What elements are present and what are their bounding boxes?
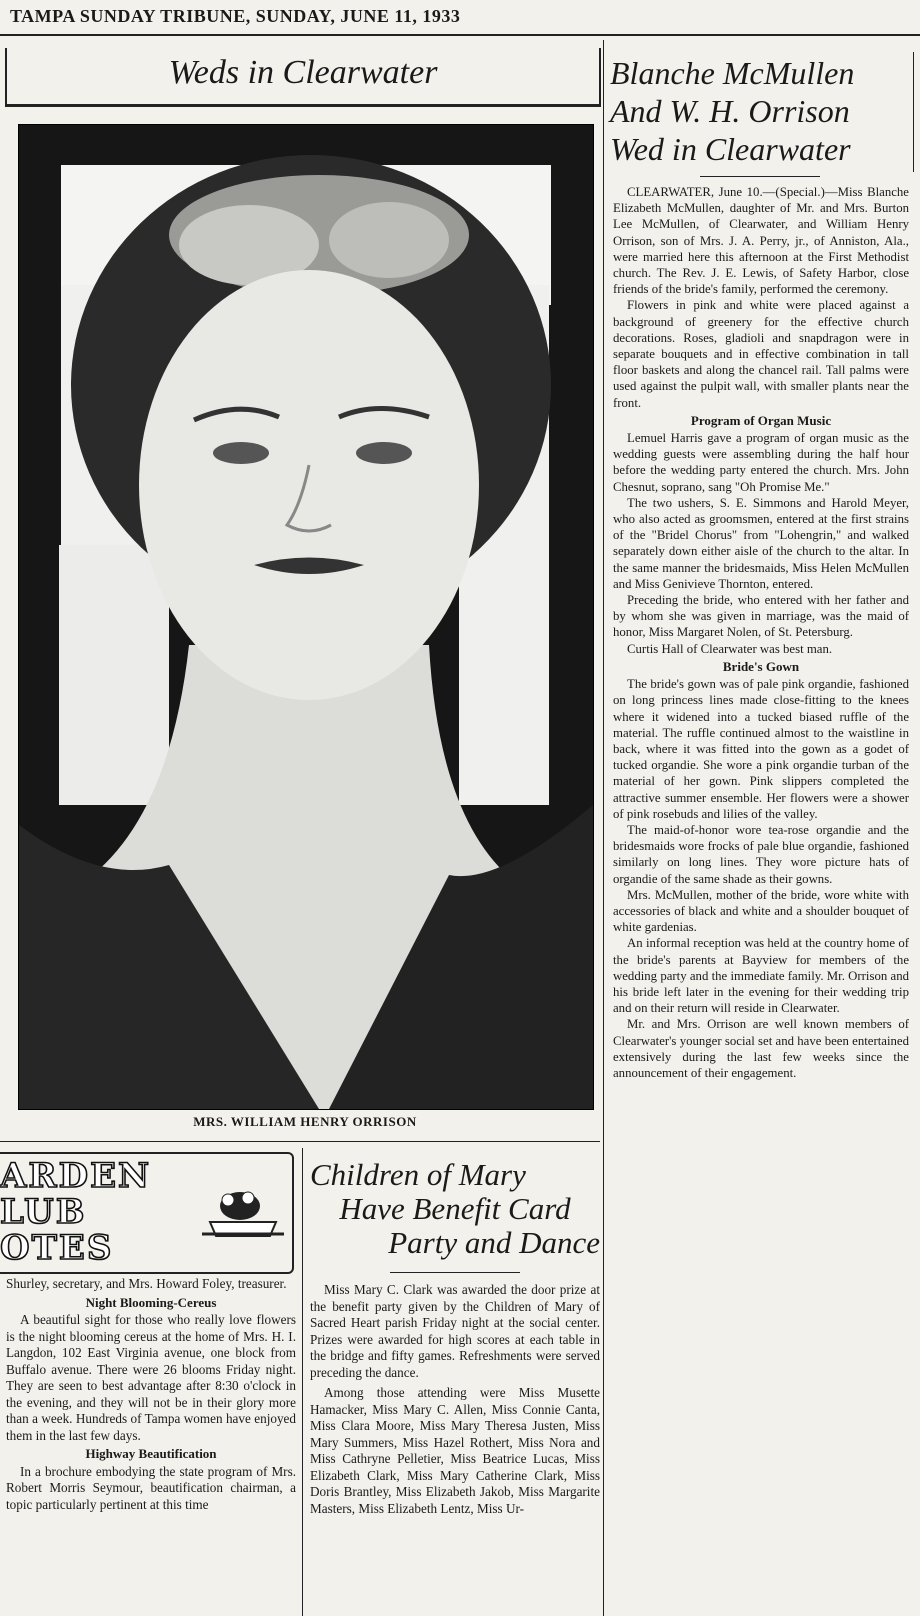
main-headline-box [5, 48, 601, 107]
right-paragraph-11: Mr. and Mrs. Orrison are well known members of Clearwater's younger social set and have been entertained extensively during the last few weeks since the announcement of their engagement. [613, 1017, 909, 1080]
flower-basket-icon [200, 1184, 286, 1244]
right-article-body [613, 184, 909, 1081]
masthead-text: TAMPA SUNDAY TRIBUNE, SUNDAY, JUNE 11, 1933 [10, 6, 461, 26]
children-paragraph-1: Miss Mary C. Clark was awarded the door prize at the benefit party given by the Children of Mary of Sacred Heart parish Friday night at the social center. Prizes were awarded for high scores at each table in the bridge and fifty games. Refreshments were served preceding the dance. [310, 1282, 600, 1380]
section-rule [0, 1141, 600, 1142]
right-headline-line-3: Wed in Clearwater [610, 131, 851, 167]
right-paragraph-7: The bride's gown was of pale pink organdie, fashioned on long princess lines made close-fitting to the knees where it widened into a tucked biased ruffle of the material. The ruffle continued almost to the waistline in back, where it was fitted into the gown as a godet of tucked organdie. She wore a pink organdie turban of the material of her gown. Pink slippers completed the attractive summer ensemble. Her flowers were a shower of pink rosebuds and lilies of the valley. [613, 677, 909, 821]
right-headline-rule [700, 176, 820, 177]
right-headline-border [913, 52, 914, 172]
right-paragraph-5: Preceding the bride, who entered with her father and by whom she was given in marriage, was the maid of honor, Miss Margaret Nolen, of St. Petersburg. [613, 593, 909, 640]
logo-line-1: ARDEN [0, 1156, 152, 1196]
children-paragraph-2: Among those attending were Miss Musette Hamacker, Miss Mary C. Allen, Miss Connie Canta, Miss Clara Moore, Miss Mary Theresa Justen, Miss Mary Summers, Miss Hazel Rothert, Miss Nora and Miss Cathryne Pelletier, Miss Beatrice Lucas, Miss Elizabeth Clark, Miss Mary Catherine Clark, Miss Doris Brantley, Miss Elizabeth Jakob, Miss Margarite Masters, Miss Elizabeth Lentz, Miss Ur- [310, 1385, 600, 1516]
right-paragraph-2: Flowers in pink and white were placed against a background of greenery for the effective church decorations. Roses, gladioli and snapdragon were in separate bouquets and in effective combination in tall floor baskets and along the chancel rail. Tall palms were used against the pulpit wall, with smaller plants near the front. [613, 298, 909, 410]
garden-subhead-1: Night Blooming-Cereus [85, 1294, 217, 1310]
right-headline-line-1: Blanche McMullen [610, 55, 855, 91]
children-article [310, 1282, 600, 1517]
photo-caption: MRS. WILLIAM HENRY ORRISON [193, 1114, 417, 1129]
garden-club-notes-logo [0, 1152, 294, 1274]
right-paragraph-8: The maid-of-honor wore tea-rose organdie and the bridesmaids wore frocks of pale blue organdie, fashioned similarly on long lines. They wore picture hats of organdie of the same shade as their gowns. [613, 822, 909, 886]
children-headline-line-2: Have Benefit Card [339, 1191, 571, 1226]
garden-paragraph-1: A beautiful sight for those who really love flowers is the night blooming cereus at the home of Mrs. H. I. Langdon, 102 East Virginia avenue, one block from Buffalo avenue. There were 26 blooms Friday night. They are seen to best advantage after 8:30 o'clock in the evening, and they will not be in their glory more than a week. Hundreds of Tampa women have enjoyed them in the last few days. [6, 1312, 296, 1443]
children-headline-rule [390, 1272, 520, 1273]
right-paragraph-10: An informal reception was held at the country home of the bride's parents at Bayview for members of the wedding party and the immediate family. Mr. Orrison and his bride left later in the evening for their wedding trip and on their return will reside in Clearwater. [613, 936, 909, 1016]
right-paragraph-3: Lemuel Harris gave a program of organ music as the wedding guests were assembling during the half hour before the wedding party entered the church. Mrs. John Chesnut, soprano, sang "Oh Promise Me." [613, 431, 909, 494]
garden-intro: Shurley, secretary, and Mrs. Howard Foley, treasurer. [6, 1276, 287, 1291]
right-paragraph-9: Mrs. McMullen, mother of the bride, wore white with accessories of black and white and a shoulder bouquet of white gardenias. [613, 887, 909, 935]
right-paragraph-1: CLEARWATER, June 10.—(Special.)—Miss Blanche Elizabeth McMullen, daughter of Mr. and Mrs. Burton Lee McMullen, of Clearwater, and William Henry Orrison, son of Mrs. J. A. Perry, jr., of Anniston, Ala., were married here this afternoon at the First Methodist church. The Rev. J. E. Lewis, of Safety Harbor, close friends of the bride's family, performed the ceremony. [613, 185, 909, 297]
children-headline-line-3: Party and Dance [388, 1225, 600, 1260]
left-subcolumn-divider [302, 1148, 303, 1616]
logo-line-3: OTES [0, 1228, 114, 1268]
right-headline-line-2: And W. H. Orrison [610, 93, 850, 129]
children-headline [310, 1158, 600, 1260]
bride-portrait-photo [18, 124, 594, 1110]
garden-club-article [6, 1276, 296, 1513]
main-headline: Weds in Clearwater [168, 54, 438, 91]
right-headline [610, 54, 910, 168]
portrait-illustration [19, 125, 593, 1109]
column-divider [603, 40, 604, 1616]
right-paragraph-6: Curtis Hall of Clearwater was best man. [627, 641, 833, 656]
masthead [0, 0, 920, 36]
right-subhead-organ: Program of Organ Music [690, 412, 832, 428]
right-subhead-gown: Bride's Gown [722, 658, 800, 674]
right-paragraph-4: The two ushers, S. E. Simmons and Harold Meyer, who also acted as groomsmen, entered at the first strains of the "Bridel Chorus" from "Lohengrin," and walked separately down either aisle of the church to the altar. In the same manner the bridesmaids, Miss Helen McMullen and Miss Genivieve Thornton, entered. [613, 495, 909, 591]
garden-paragraph-2: In a brochure embodying the state program of Mrs. Robert Morris Seymour, beautification chairman, a topic particularly pertinent at this time [6, 1463, 296, 1512]
logo-line-2: LUB [0, 1192, 87, 1232]
children-headline-line-1: Children of Mary [310, 1157, 526, 1192]
garden-subhead-2: Highway Beautification [85, 1446, 217, 1461]
